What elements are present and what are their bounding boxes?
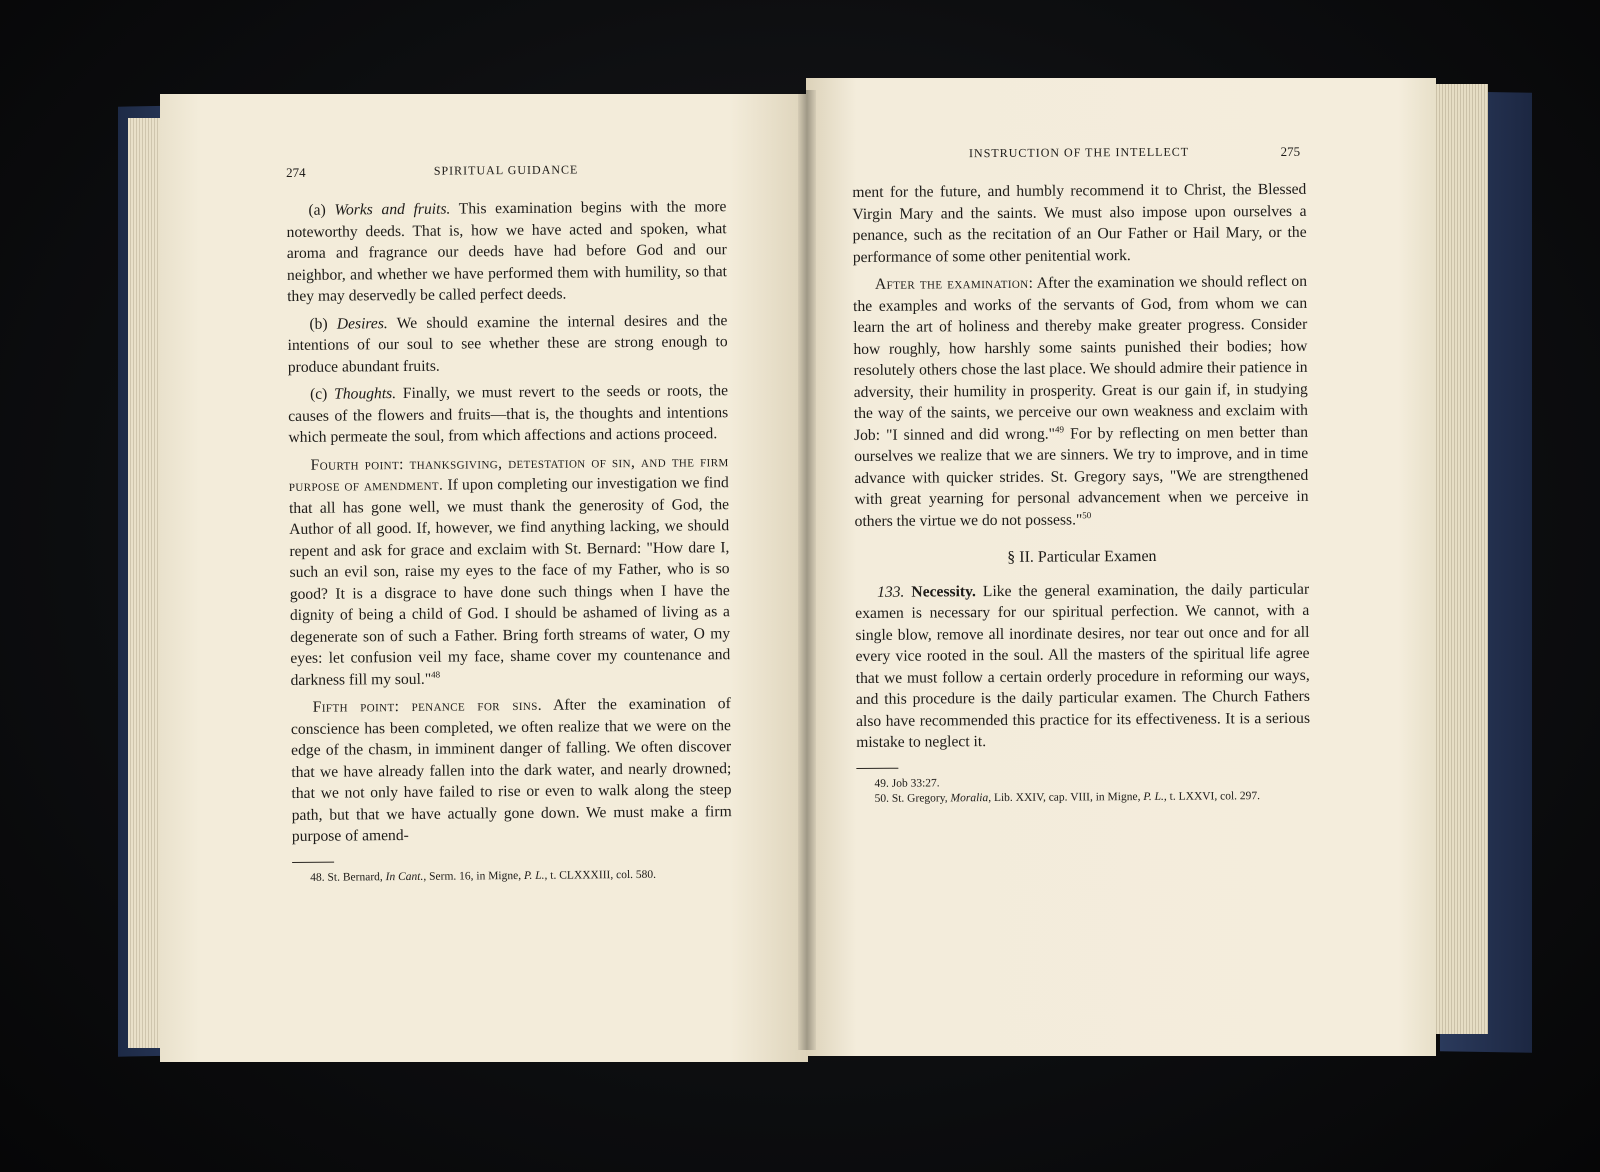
para-term: Desires. xyxy=(336,314,388,333)
para-text: If upon completing our investigation we find that all has gone well, we must thank the generosity of God, the Author of all good. If, however, we find anything lacking, we should repent and ask for grace and exclaim with St. Bernard: "How dare I, such an evil son, raise my eyes to the face of my Father, who is so good? It is a disgrace to have done such things when I have the dignity of being a child of God. I should be ashamed of living as a degenerate son of such a Father. Bring forth streams of water, O my eyes: let confusion veil my face, shame cover my countenance and darkness fill my soul." xyxy=(288,474,731,689)
point-heading: Fifth point: penance for sins. xyxy=(312,696,543,716)
paragraph-desires xyxy=(287,310,728,378)
page-number: 274 xyxy=(286,164,306,180)
para-label: (c) xyxy=(309,385,335,403)
para-label: (b) xyxy=(309,315,337,333)
fn-text: 48. St. Bernard, xyxy=(310,870,386,884)
fn-text: 50. St. Gregory, xyxy=(874,791,951,805)
para-term: Thoughts. xyxy=(334,385,397,403)
footnote-50 xyxy=(857,788,1311,806)
footnote-ref: 49 xyxy=(1054,423,1065,434)
fn-text: , Lib. XXIV, cap. VIII, in Migne, xyxy=(988,790,1144,804)
section-heading: § II. Particular Examen xyxy=(1007,547,1157,566)
fn-work: Moralia xyxy=(950,791,989,804)
running-head-title: SPIRITUAL GUIDANCE xyxy=(433,162,579,178)
para-text: Like the general examination, the daily particular examen is necessary for our spiritual perfection. We cannot, with a single blow, remove all inordinate desires, nor tear out once and for all every vice rooted in the soul. All the masters of the spiritual life agree that we must follow a certain orderly procedure in reforming our ways, and this procedure is the daily particular examen. The Church Fathers also have recommended this practice for its effectiveness. It is a serious mistake to neglect it. xyxy=(855,580,1311,751)
book-gutter xyxy=(798,90,816,1050)
paragraph-after-examination xyxy=(853,271,1309,532)
para-number: 133. xyxy=(877,583,905,601)
para-text: After the examination of conscience has been completed, we often realize that we were on the edge of the chasm, in imminent danger of falling. We often discover that we have already fallen into the dark water, and nearly drowned; that we not only have failed to rise or even to walk along the steep path, but that we have actually gone down. We must make a firm purpose of amend- xyxy=(290,695,732,845)
paragraph-works-and-fruits xyxy=(286,196,727,307)
paragraph-133-necessity xyxy=(855,578,1310,753)
footnote-ref: 48 xyxy=(431,668,441,680)
para-text: For by reflecting on men better than ourselves we realize that we are sinners. We try to improve, and in time advance with quicker strides. St. Gregory says, "We are strengthened with great yearning for personal advancement when we perceive in others the virtue we do not possess." xyxy=(854,423,1309,530)
para-label: (a) xyxy=(308,201,335,219)
fn-text: , Serm. 16, in Migne, xyxy=(423,869,525,883)
right-running-head xyxy=(852,141,1306,168)
para-text: We should examine the internal desires and the intentions of our soul to see whether these are strong enough to produce abundant fruits. xyxy=(287,311,728,376)
fn-series: P. L. xyxy=(523,869,545,882)
paragraph-fourth-point xyxy=(289,451,731,691)
point-heading: Fourth point: thanksgiving, detestation of sin, and the firm purpose of amendment. xyxy=(288,452,729,495)
paragraph-continuation: ment for the future, and humbly recommend it to Christ, the Blessed Virgin Mary and the saints. We must also impose upon ourselves a penance, such as the recitation of an Our Father or Hail Mary, or the performance of some other penitential work. xyxy=(852,180,1307,266)
footnote-rule xyxy=(856,767,898,768)
footnote-48 xyxy=(292,867,732,886)
point-heading: After the examination: xyxy=(874,274,1034,293)
paragraph-fifth-point xyxy=(291,693,732,847)
left-text-block xyxy=(286,158,732,885)
fn-text: , t. LXXVI, col. 297. xyxy=(1163,789,1261,803)
footnote-ref: 50 xyxy=(1082,509,1092,520)
fn-series: P. L. xyxy=(1143,790,1164,803)
fn-text: , t. CLXXXIII, col. 580. xyxy=(544,868,657,882)
para-term: Works and fruits. xyxy=(334,200,451,219)
para-text: This examination begins with the more noteworthy deeds. That is, how we have acted and spoken, what aroma and fragrance our deeds have had before God and our neighbor, and whether we have performed them with humility, so that they may deservedly be called perfect deeds. xyxy=(286,198,728,305)
paragraph-thoughts xyxy=(288,380,729,448)
left-page xyxy=(160,94,808,1062)
footnote-49: 49. Job 33:27. xyxy=(874,776,940,790)
right-page xyxy=(806,78,1436,1056)
fn-work: In Cant. xyxy=(385,870,424,883)
para-text: Finally, we must revert to the seeds or roots, the causes of the flowers and fruits—that is, the thoughts and intentions which permeate the soul, from which affections and actions proceed. xyxy=(288,382,729,446)
footnote-rule xyxy=(292,861,334,862)
left-running-head xyxy=(286,158,726,186)
running-head-title: INSTRUCTION OF THE INTELLECT xyxy=(968,144,1190,161)
right-text-block xyxy=(852,141,1311,807)
page-number: 275 xyxy=(1280,143,1301,160)
para-text: After the examination we should reflect on the examples and works of the servants of God, from whom we can learn the art of holiness and thereby make greater progress. Consider how roughly, how harshly some saints punished their bodies; how resolutely others chose the last place. We should admire their patience in adversity, their humility in prosperity. Great is our gain if, in studying the way of the saints, we perceive our own weakness and exclaim with Job: "I sinned and did wrong." xyxy=(853,272,1308,444)
para-title: Necessity. xyxy=(911,582,976,601)
